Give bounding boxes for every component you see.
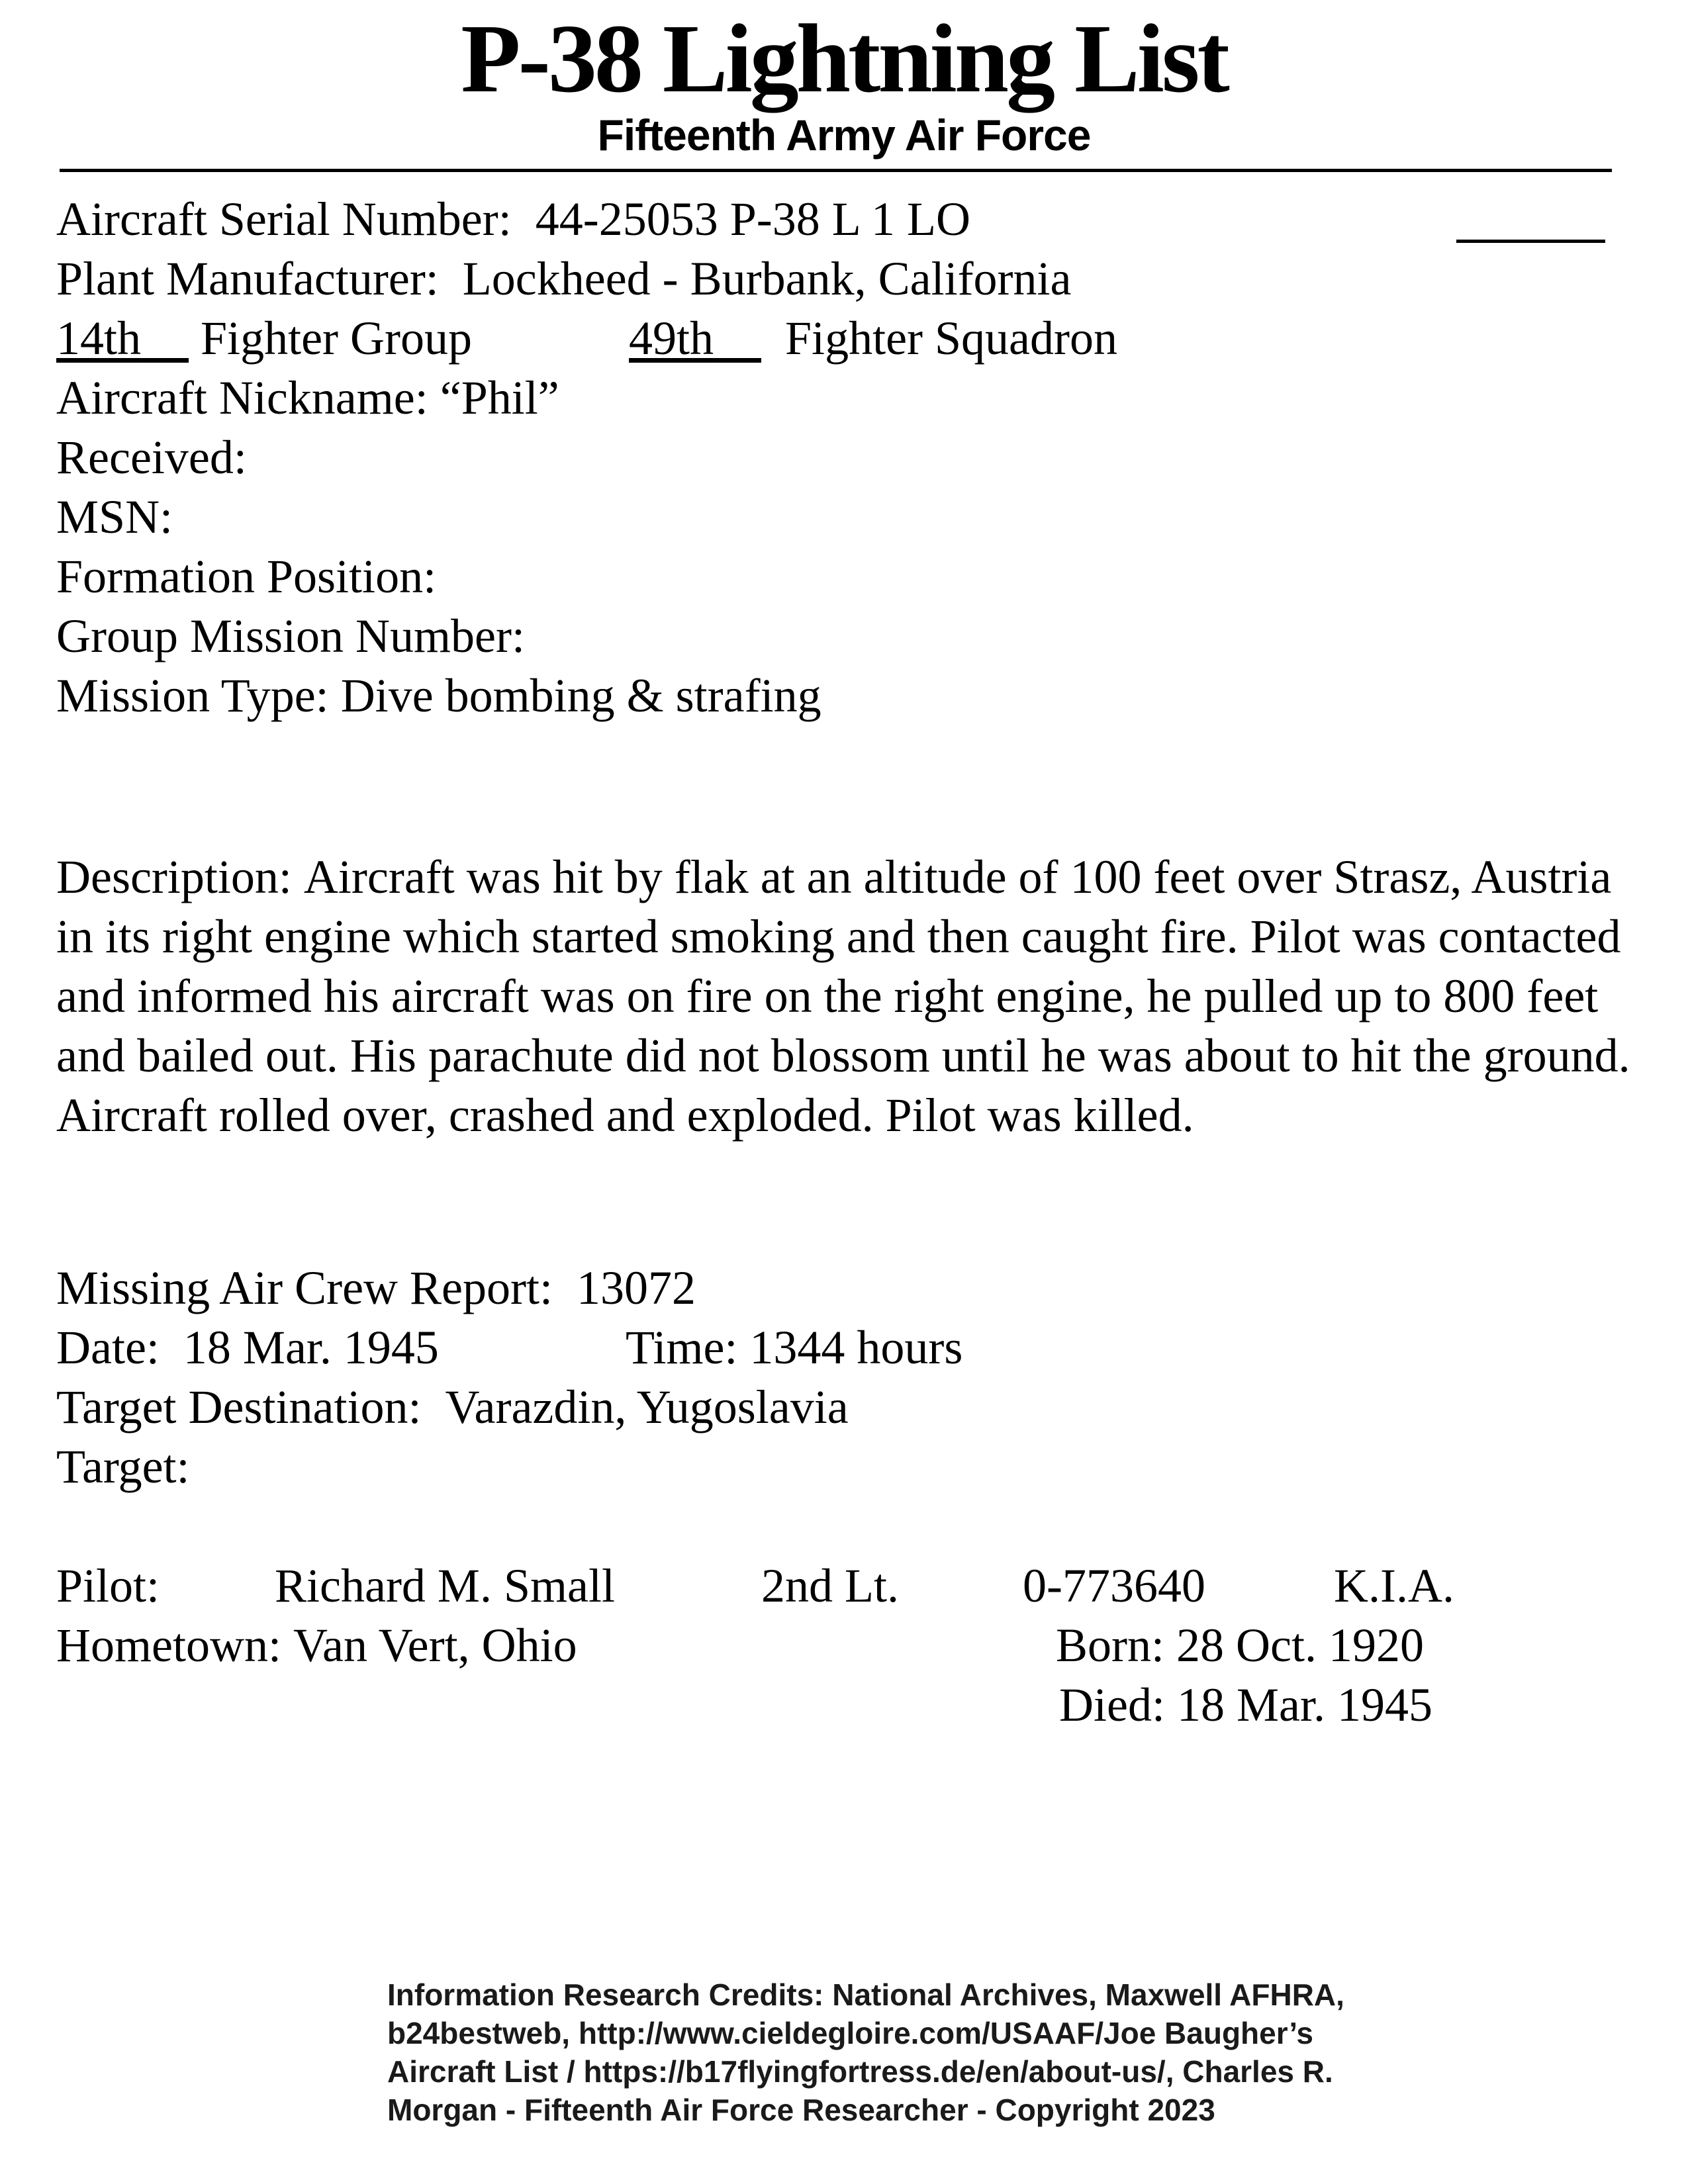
manufacturer-value: Lockheed - Burbank, California	[462, 252, 1072, 305]
squadron-row	[629, 311, 1117, 366]
group-mission-number-label: Group Mission Number:	[56, 610, 525, 662]
pilot-label: Pilot:	[56, 1559, 160, 1612]
manufacturer-row	[56, 251, 1071, 306]
born-label: Born:	[1056, 1619, 1165, 1672]
mission-type-label: Mission Type:	[56, 669, 329, 722]
mission-type-row	[56, 668, 821, 723]
received-label: Received:	[56, 431, 247, 484]
serial-number-value: 44-25053 P-38 L 1 LO	[535, 193, 971, 246]
hometown-row	[56, 1618, 577, 1673]
credits-line: b24bestweb, http://www.cieldegloire.com/USAAF/Joe Baugher’s	[387, 2016, 1314, 2050]
credits-line: Information Research Credits: National Archives, Maxwell AFHRA,	[387, 1978, 1344, 2012]
credits-line: Aircraft List / https://b17flyingfortress.de/en/about-us/, Charles R.	[387, 2054, 1333, 2089]
date-label: Date:	[56, 1321, 160, 1374]
died-label: Died:	[1059, 1678, 1165, 1731]
hometown-label: Hometown:	[56, 1619, 281, 1672]
description-paragraph	[56, 847, 1645, 1145]
time-label: Time:	[626, 1321, 738, 1374]
date-row	[56, 1320, 439, 1375]
pilot-rank: 2nd Lt.	[761, 1559, 899, 1612]
pilot-status: K.I.A.	[1334, 1559, 1454, 1612]
blank-line	[1456, 240, 1605, 243]
hometown-value: Van Vert, Ohio	[293, 1619, 577, 1672]
credits-line: Morgan - Fifteenth Air Force Researcher - Copyright 2023	[387, 2093, 1215, 2127]
formation-position-label: Formation Position:	[56, 550, 437, 603]
macr-row	[56, 1261, 696, 1316]
pilot-name: Richard M. Small	[275, 1559, 615, 1612]
target-destination-value: Varazdin, Yugoslavia	[445, 1381, 849, 1433]
died-row	[1059, 1678, 1432, 1733]
nickname-value: “Phil”	[440, 371, 559, 424]
macr-value: 13072	[577, 1261, 696, 1314]
serial-number-row	[56, 192, 970, 247]
macr-label: Missing Air Crew Report:	[56, 1261, 553, 1314]
description-label: Description:	[56, 850, 292, 903]
nickname-row	[56, 371, 559, 426]
pilot-serial: 0-773640	[1023, 1559, 1205, 1612]
serial-number-label: Aircraft Serial Number:	[56, 193, 512, 246]
mission-type-value: Dive bombing & strafing	[340, 669, 821, 722]
header-divider	[60, 169, 1612, 172]
group-number: 14th	[56, 312, 142, 365]
squadron-number: 49th	[629, 312, 714, 365]
squadron-label: Fighter Squadron	[785, 312, 1117, 365]
target-destination-label: Target Destination:	[56, 1381, 422, 1433]
target-label: Target:	[56, 1440, 190, 1493]
group-label: Fighter Group	[201, 312, 472, 365]
description-text: Aircraft was hit by flak at an altitude of 100 feet over Strasz, Austria in its right engine which started smoking and then caught fire. Pilot was contacted and informed his aircraft was on fire on the right engine, he pulled up to 800 feet and bailed out. His parachute did not blossom until he was about to hit the ground. Aircraft rolled over, crashed and exploded. Pilot was killed.	[56, 850, 1630, 1142]
died-value: 18 Mar. 1945	[1176, 1678, 1432, 1731]
born-row	[1056, 1618, 1424, 1673]
time-row	[626, 1320, 962, 1375]
target-destination-row	[56, 1380, 849, 1435]
date-value: 18 Mar. 1945	[183, 1321, 439, 1374]
page-title: P-38 Lightning List	[461, 5, 1227, 113]
msn-label: MSN:	[56, 490, 173, 543]
born-value: 28 Oct. 1920	[1176, 1619, 1424, 1672]
group-row	[56, 311, 472, 366]
page-subtitle: Fifteenth Army Air Force	[597, 111, 1091, 159]
time-value: 1344 hours	[749, 1321, 963, 1374]
nickname-label: Aircraft Nickname:	[56, 371, 428, 424]
research-credits	[387, 1976, 1380, 2129]
manufacturer-label: Plant Manufacturer:	[56, 252, 439, 305]
